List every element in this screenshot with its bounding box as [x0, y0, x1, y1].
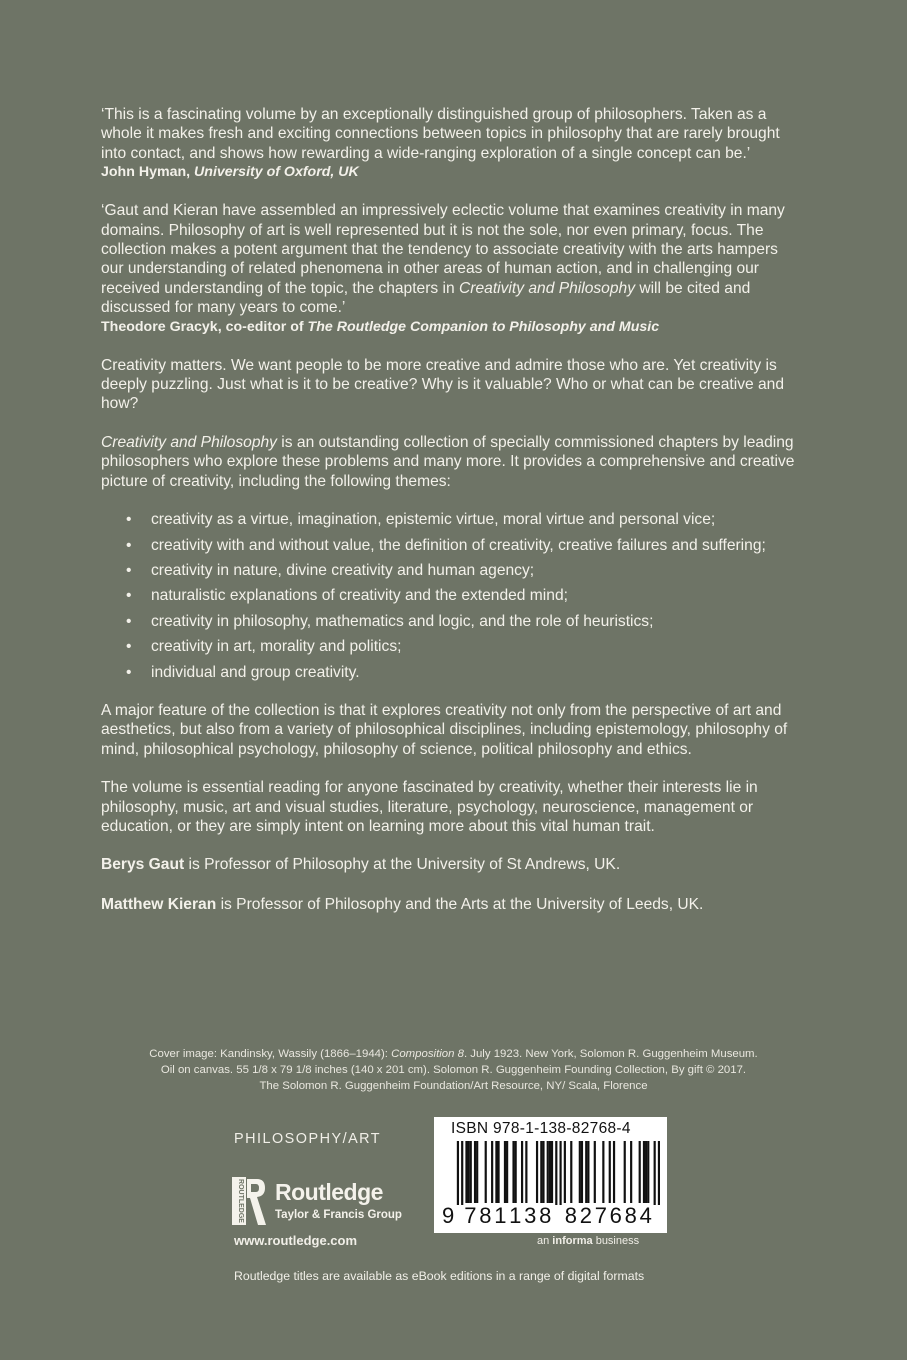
barcode-digit: 7 [594, 1203, 607, 1228]
list-item-text: creativity in art, morality and politics; [151, 638, 402, 656]
barcode-bar [470, 1141, 472, 1203]
editor-name: Matthew Kieran [101, 895, 217, 913]
barcode-bar [555, 1141, 557, 1205]
barcode-bar [515, 1141, 517, 1203]
endorser-affiliation: The Routledge Companion to Philosophy and Music [307, 318, 660, 335]
list-item-text: individual and group creativity. [151, 663, 360, 681]
subject-category: PHILOSOPHY/ART [234, 1131, 382, 1147]
barcode-bar [506, 1141, 508, 1203]
barcode-bar [587, 1141, 589, 1203]
informa-suffix: business [592, 1235, 640, 1247]
isbn-label: ISBN 978-1-138-82768-4 [451, 1120, 631, 1137]
barcode-bar [476, 1141, 478, 1203]
barcode-bar [643, 1141, 645, 1203]
bullet-icon: • [126, 536, 132, 554]
barcode-bar [570, 1141, 572, 1203]
credit-line-3: The Solomon R. Guggenheim Foundation/Art Resource, NY/ Scala, Florence [259, 1080, 648, 1092]
barcode-bar [630, 1141, 632, 1203]
isbn-barcode [434, 1117, 667, 1233]
credit-text: Cover image: Kandinsky, Wassily (1866–1944): [149, 1048, 392, 1060]
endorsement-attribution-2 [101, 318, 801, 337]
publisher-group: Taylor & Francis Group [275, 1209, 402, 1221]
list-item [101, 612, 801, 631]
barcode-bar [658, 1141, 660, 1205]
barcode-bar [542, 1141, 544, 1203]
barcode-digit: 8 [624, 1203, 637, 1228]
barcode-bar [497, 1141, 499, 1203]
bullet-icon: • [126, 561, 132, 579]
bullet-icon: • [126, 612, 132, 630]
endorser-affiliation: University of Oxford, UK [194, 164, 359, 181]
ebook-note: Routledge titles are available as eBook editions in a range of digital formats [234, 1269, 645, 1283]
audience-paragraph: The volume is essential reading for anyone fascinated by creativity, whether their interests lie in philosophy, music, art and visual studies, literature, psychology, neuroscience, management or education, or they are simply intent on learning more about this vital human trait. [101, 779, 758, 835]
barcode-bars [444, 1141, 660, 1205]
barcode-bar [645, 1141, 647, 1203]
barcode-bar [551, 1141, 553, 1203]
barcode-bar [547, 1141, 549, 1203]
publisher-url: www.routledge.com [234, 1233, 358, 1248]
editor-bio-1 [101, 855, 801, 874]
barcode-bar [468, 1141, 470, 1203]
barcode-digit: 8 [479, 1203, 492, 1228]
credit-text: . July 1923. New York, Solomon R. Guggenheim Museum. [463, 1048, 758, 1060]
publisher-name: Routledge [275, 1179, 383, 1205]
bullet-icon: • [126, 638, 132, 656]
endorsement-attribution-1 [101, 163, 801, 182]
barcode-bar [465, 1141, 467, 1203]
barcode-bar [624, 1141, 626, 1203]
informa-business [537, 1235, 639, 1247]
list-item-text: creativity with and without value, the definition of creativity, creative failures and suffering; [151, 536, 766, 554]
barcode-bar [613, 1141, 615, 1203]
barcode-digit: 8 [539, 1203, 552, 1228]
barcode-bar [512, 1141, 514, 1203]
artwork-title: Composition 8 [391, 1048, 464, 1060]
informa-prefix: an [537, 1235, 553, 1247]
list-item [101, 536, 801, 555]
editor-name: Berys Gaut [101, 856, 185, 874]
book-title: Creativity and Philosophy [101, 433, 277, 451]
informa-name: informa [552, 1235, 593, 1247]
quote-text: ‘Gaut and Kieran have assembled an impressively eclectic volume that examines creativity in many domains. Philosophy of art is well represented but it is not the sole, nor even primary, focus. The collection makes a potent argument that the tendency to associate creativity with the arts hampers our understanding of related phenomena in other areas of human action, and in challenging our received understanding of the topic, the chapters in [101, 202, 785, 297]
barcode-digit: 1 [509, 1203, 522, 1228]
svg-text:ROUTLEDGE: ROUTLEDGE [237, 1179, 244, 1223]
quote-book-title: Creativity and Philosophy [459, 279, 635, 297]
barcode-bar [536, 1141, 538, 1203]
barcode-digit: 4 [639, 1203, 652, 1228]
barcode-bar [579, 1141, 581, 1203]
barcode-bar [549, 1141, 551, 1203]
list-item-text: creativity in philosophy, mathematics and logic, and the role of heuristics; [151, 612, 654, 630]
list-item [101, 663, 801, 682]
list-item [101, 561, 801, 580]
barcode-bar [647, 1141, 649, 1203]
barcode-digit: 9 [442, 1203, 455, 1228]
barcode-digit: 6 [609, 1203, 622, 1228]
barcode-bar [594, 1141, 596, 1203]
list-item [101, 586, 801, 605]
barcode-bar [474, 1141, 476, 1203]
bullet-icon: • [126, 511, 132, 529]
credit-line-2: Oil on canvas. 55 1/8 x 79 1/8 inches (140 x 201 cm). Solomon R. Guggenheim Founding Collection, By gift © 2017. [160, 1064, 747, 1076]
endorsement-quote-1: ‘This is a fascinating volume by an exceptionally distinguished group of philosophers. Taken as a whole it makes fresh and exciting connections between topics in philosophy that are rarely brought into contact, and shows how rewarding a wide-ranging exploration of a single concept can be.’ [101, 106, 780, 162]
editor-bio-text: is Professor of Philosophy and the Arts at the University of Leeds, UK. [216, 895, 704, 913]
barcode-bar [609, 1141, 611, 1203]
bullet-icon: • [126, 663, 132, 681]
barcode-bar [521, 1141, 523, 1203]
themes-list [101, 510, 801, 682]
barcode-digit: 7 [464, 1203, 477, 1228]
back-cover-text [101, 105, 801, 934]
publisher-logo [231, 1175, 411, 1227]
barcode-bar [461, 1141, 463, 1205]
list-item-text: naturalistic explanations of creativity and the extended mind; [151, 587, 568, 605]
cover-image-credit [100, 1046, 807, 1094]
description-text: is an outstanding collection of specially commissioned chapters by leading philosophers who explore these problems and many more. It provides a comprehensive and creative picture of creativity, including the following themes: [101, 433, 795, 490]
list-item-text: creativity in nature, divine creativity and human agency; [151, 561, 535, 579]
quote-text-end: will be cited and discussed for many years to come.’ [101, 279, 751, 317]
feature-paragraph: A major feature of the collection is that it explores creativity not only from the perspective of art and aesthetics, but also from a variety of philosophical disciplines, including epistemology, philosophy of mind, philosophical psychology, philosophy of science, political philosophy and ethics. [101, 701, 788, 758]
endorsement-quote-2 [101, 201, 801, 317]
endorser-name: Theodore Gracyk, co-editor of [101, 318, 308, 335]
editor-bio-2 [101, 895, 801, 914]
list-item [101, 637, 801, 656]
endorser-name: John Hyman, [101, 164, 195, 181]
barcode-bar [602, 1141, 604, 1203]
bullet-icon: • [126, 587, 132, 605]
barcode-digit: 3 [524, 1203, 537, 1228]
barcode-bar [585, 1141, 587, 1203]
editor-bio-text: is Professor of Philosophy at the University of St Andrews, UK. [184, 856, 621, 874]
barcode-bar [581, 1141, 583, 1203]
barcode-bar [457, 1141, 459, 1205]
list-item [101, 510, 801, 529]
barcode-bar [491, 1141, 493, 1203]
barcode-bar [485, 1141, 487, 1203]
barcode-digit: 8 [564, 1203, 577, 1228]
barcode-digits [434, 1203, 667, 1233]
barcode-bar [525, 1141, 527, 1203]
description-paragraph [101, 433, 801, 491]
credit-line-1 [100, 1046, 807, 1062]
barcode-digit: 2 [579, 1203, 592, 1228]
barcode-bar [495, 1141, 497, 1203]
barcode-digit: 1 [494, 1203, 507, 1228]
barcode-bar [559, 1141, 561, 1205]
barcode-bar [504, 1141, 506, 1203]
barcode-bar [639, 1141, 641, 1203]
barcode-bar [564, 1141, 566, 1203]
list-item-text: creativity as a virtue, imagination, epistemic virtue, moral virtue and personal vice; [151, 511, 716, 529]
barcode-bar [540, 1141, 542, 1203]
intro-paragraph: Creativity matters. We want people to be more creative and admire those who are. Yet creativity is deeply puzzling. Just what is it to be creative? Why is it valuable? Who or what can be creative and how? [101, 356, 785, 413]
barcode-bar [654, 1141, 656, 1205]
routledge-logo-icon [231, 1175, 267, 1227]
